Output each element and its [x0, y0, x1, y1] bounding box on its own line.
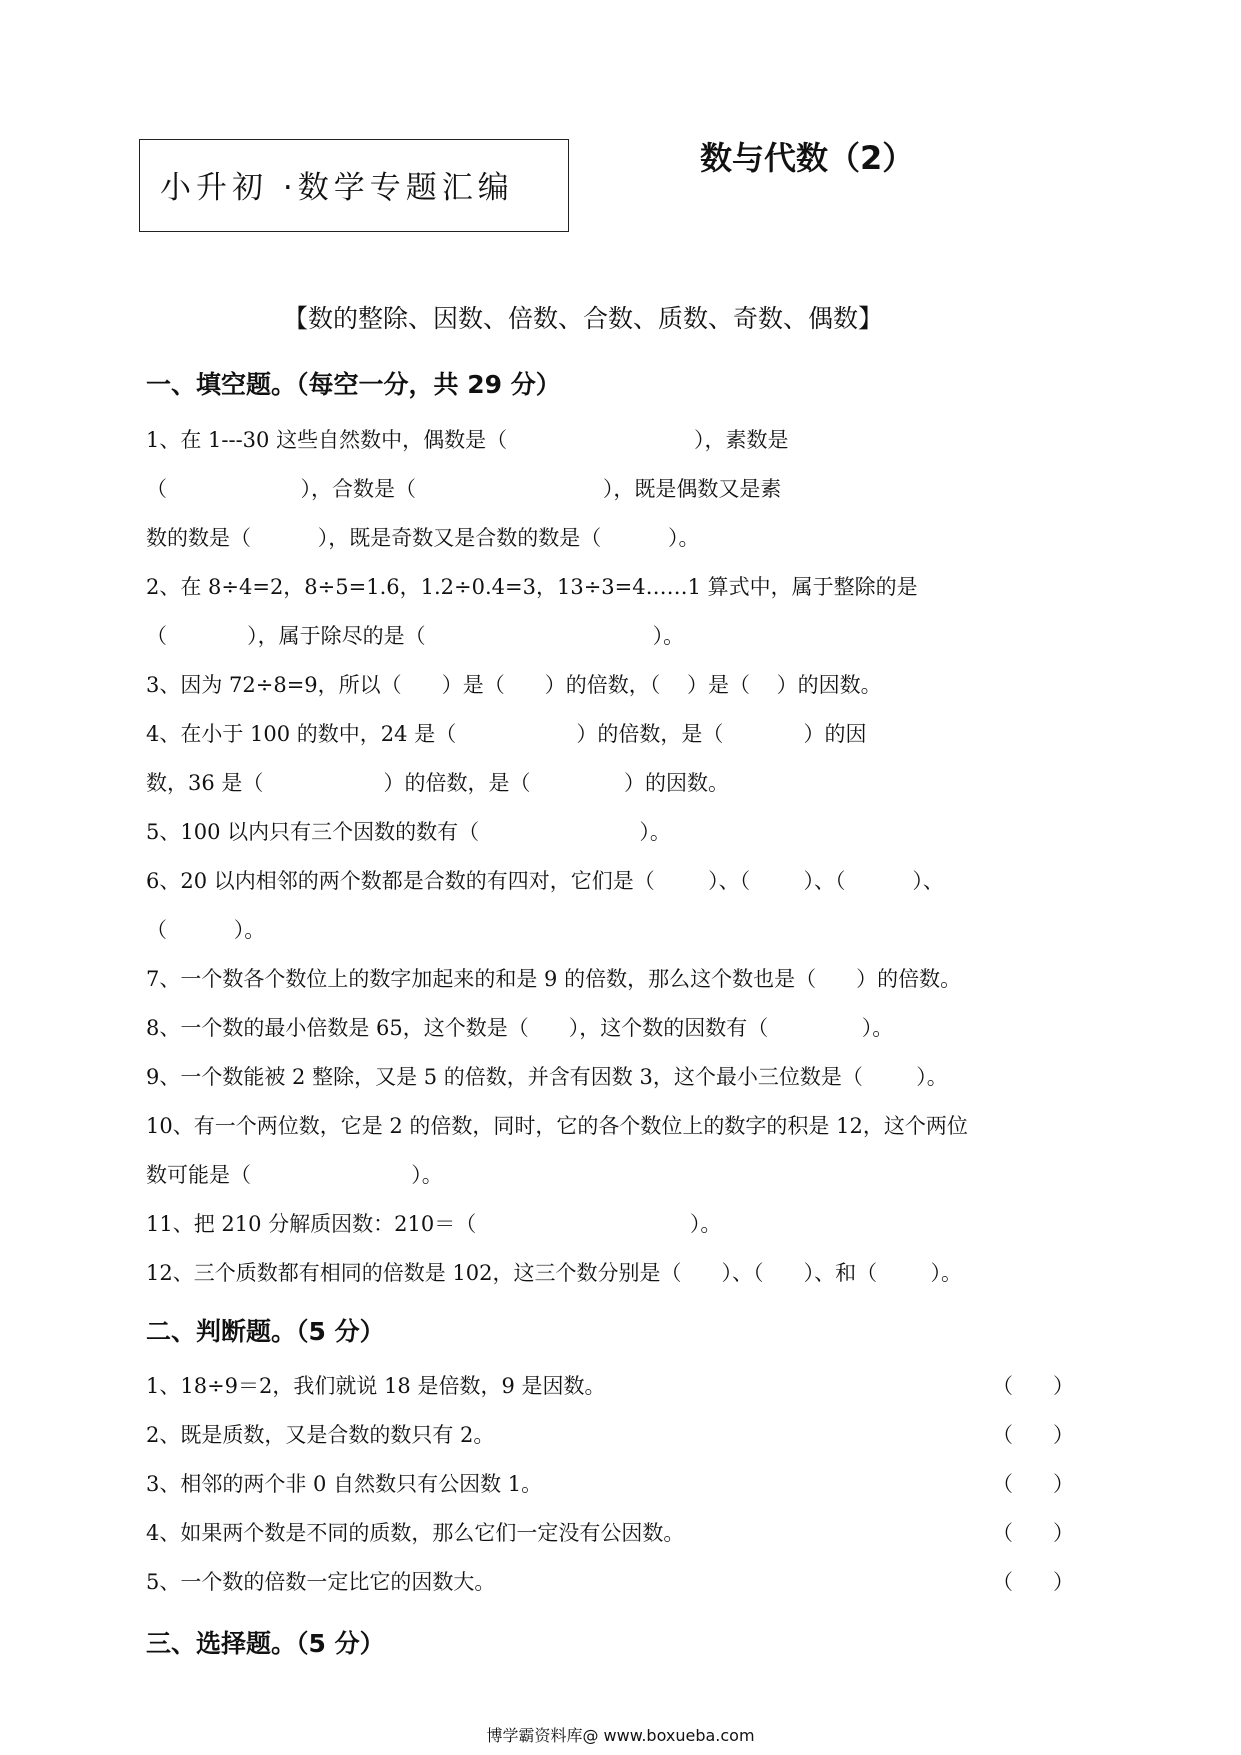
question-line: 9、一个数能被 2 整除，又是 5 的倍数，并含有因数 3，这个最小三位数是（ ）。 [146, 1065, 948, 1089]
section-2-title: 二、判断题。（5 分） [146, 1317, 385, 1346]
judge-answer-blank: （ ） [992, 1521, 1075, 1545]
question-line: 2、在 8÷4=2，8÷5=1.6，1.2÷0.4=3，13÷3=4……1 算式中，属于整除的是 [146, 575, 918, 599]
question-line: 6、20 以内相邻的两个数都是合数的有四对，它们是（ ）、（ ）、（ ）、 [146, 869, 944, 893]
question-line: 3、因为 72÷8=9，所以（ ）是（ ）的倍数，（ ）是（ ）的因数。 [146, 673, 882, 697]
question-line: 数可能是（ ）。 [146, 1163, 443, 1187]
question-line: 10、有一个两位数，它是 2 的倍数，同时，它的各个数位上的数字的积是 12，这个两位 [146, 1114, 968, 1138]
judge-answer-blank: （ ） [992, 1374, 1075, 1398]
question-line: 8、一个数的最小倍数是 65，这个数是（ ），这个数的因数有（ ）。 [146, 1016, 894, 1040]
judge-question: 1、18÷9＝2，我们就说 18 是倍数，9 是因数。 [146, 1374, 606, 1398]
question-line: 4、在小于 100 的数中，24 是（ ）的倍数，是（ ）的因 [146, 722, 867, 746]
question-line: 7、一个数各个数位上的数字加起来的和是 9 的倍数，那么这个数也是（ ）的倍数。 [146, 967, 962, 991]
judge-question: 2、既是质数，又是合数的数只有 2。 [146, 1423, 495, 1447]
question-line: 12、三个质数都有相同的倍数是 102，这三个数分别是（ ）、（ ）、和（ ）。 [146, 1261, 962, 1285]
judge-answer-blank: （ ） [992, 1570, 1075, 1594]
judge-answer-blank: （ ） [992, 1472, 1075, 1496]
judge-question: 3、相邻的两个非 0 自然数只有公因数 1。 [146, 1472, 543, 1496]
judge-answer-blank: （ ） [992, 1423, 1075, 1447]
question-line: 数，36 是（ ）的倍数，是（ ）的因数。 [146, 771, 730, 795]
judge-question: 5、一个数的倍数一定比它的因数大。 [146, 1570, 496, 1594]
question-line: （ ），属于除尽的是（ ）。 [146, 624, 685, 648]
question-line: （ ），合数是（ ），既是偶数又是素 [146, 477, 782, 501]
judge-question: 4、如果两个数是不同的质数，那么它们一定没有公因数。 [146, 1521, 685, 1545]
question-line: 11、把 210 分解质因数：210＝（ ）。 [146, 1212, 722, 1236]
question-line: （ ）。 [146, 918, 266, 942]
document-title: 数与代数（2） [700, 139, 915, 177]
topic-heading: 【数的整除、因数、倍数、合数、质数、奇数、偶数】 [283, 304, 884, 333]
question-line: 5、100 以内只有三个因数的数有（ ）。 [146, 820, 671, 844]
question-line: 1、在 1---30 这些自然数中，偶数是（ ），素数是 [146, 428, 789, 452]
section-3-title: 三、选择题。（5 分） [146, 1629, 385, 1658]
footer-watermark: 博学霸资料库@ www.boxueba.com [486, 1726, 755, 1745]
question-line: 数的数是（ ），既是奇数又是合数的数是（ ）。 [146, 526, 700, 550]
section-1-title: 一、填空题。（每空一分，共 29 分） [146, 370, 561, 399]
series-title: 小升初 ·数学专题汇编 [160, 170, 514, 206]
